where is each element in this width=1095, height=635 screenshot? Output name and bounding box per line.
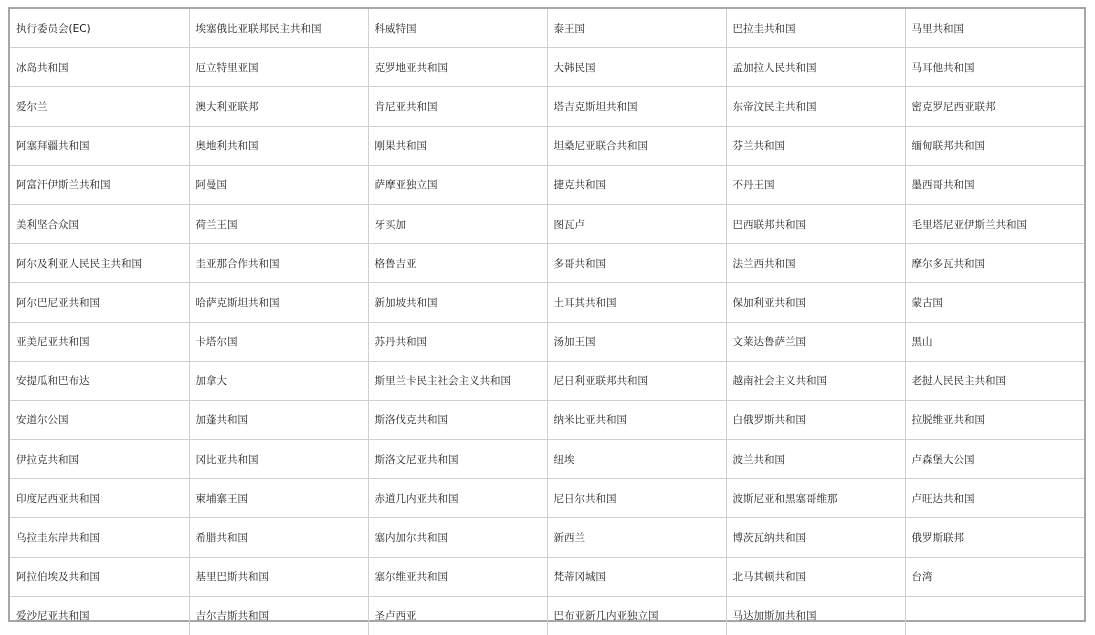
table-cell: 芬兰共和国 xyxy=(726,126,905,165)
table-cell: 新西兰 xyxy=(547,518,726,557)
table-cell: 孟加拉人民共和国 xyxy=(726,48,905,87)
table-cell: 阿尔及利亚人民民主共和国 xyxy=(10,244,189,283)
table-cell: 爱尔兰 xyxy=(10,87,189,126)
table-cell: 拉脱维亚共和国 xyxy=(905,400,1084,439)
table-cell: 法兰西共和国 xyxy=(726,244,905,283)
table-cell: 卢森堡大公国 xyxy=(905,440,1084,479)
table-cell: 安道尔公国 xyxy=(10,400,189,439)
table-row xyxy=(10,283,1084,322)
table-cell: 阿富汗伊斯兰共和国 xyxy=(10,165,189,204)
table-cell: 北马其顿共和国 xyxy=(726,557,905,596)
table-row xyxy=(10,48,1084,87)
table-row xyxy=(10,244,1084,283)
table-cell: 缅甸联邦共和国 xyxy=(905,126,1084,165)
table-cell: 萨摩亚独立国 xyxy=(368,165,547,204)
table-cell: 尼日尔共和国 xyxy=(547,479,726,518)
table-cell: 巴布亚新几内亚独立国 xyxy=(547,596,726,635)
table-cell: 纳米比亚共和国 xyxy=(547,400,726,439)
table-cell: 乌拉圭东岸共和国 xyxy=(10,518,189,557)
table-cell: 科威特国 xyxy=(368,9,547,48)
table-cell: 俄罗斯联邦 xyxy=(905,518,1084,557)
table-row xyxy=(10,440,1084,479)
table-cell: 阿拉伯埃及共和国 xyxy=(10,557,189,596)
table-cell: 塞尔维亚共和国 xyxy=(368,557,547,596)
table-cell: 基里巴斯共和国 xyxy=(189,557,368,596)
table-cell: 圭亚那合作共和国 xyxy=(189,244,368,283)
table-cell: 马里共和国 xyxy=(905,9,1084,48)
table-cell: 博茨瓦纳共和国 xyxy=(726,518,905,557)
table-row xyxy=(10,9,1084,48)
table-cell: 赤道几内亚共和国 xyxy=(368,479,547,518)
table-cell: 伊拉克共和国 xyxy=(10,440,189,479)
table-cell: 波兰共和国 xyxy=(726,440,905,479)
table-cell: 美利坚合众国 xyxy=(10,204,189,243)
table-row xyxy=(10,361,1084,400)
table-cell: 阿塞拜疆共和国 xyxy=(10,126,189,165)
table-cell: 肯尼亚共和国 xyxy=(368,87,547,126)
table-cell: 执行委员会(EC) xyxy=(10,9,189,48)
table-cell: 捷克共和国 xyxy=(547,165,726,204)
table-cell: 哈萨克斯坦共和国 xyxy=(189,283,368,322)
table-cell: 保加利亚共和国 xyxy=(726,283,905,322)
table-cell: 泰王国 xyxy=(547,9,726,48)
table-cell: 马耳他共和国 xyxy=(905,48,1084,87)
table-cell: 坦桑尼亚联合共和国 xyxy=(547,126,726,165)
table-cell: 希腊共和国 xyxy=(189,518,368,557)
table-cell: 荷兰王国 xyxy=(189,204,368,243)
table-cell: 吉尔吉斯共和国 xyxy=(189,596,368,635)
table-cell: 克罗地亚共和国 xyxy=(368,48,547,87)
table-cell: 越南社会主义共和国 xyxy=(726,361,905,400)
table-cell: 老挝人民民主共和国 xyxy=(905,361,1084,400)
table-cell: 柬埔寨王国 xyxy=(189,479,368,518)
table-cell: 巴拉圭共和国 xyxy=(726,9,905,48)
country-table-body xyxy=(10,9,1084,635)
table-cell: 黑山 xyxy=(905,322,1084,361)
table-cell: 加拿大 xyxy=(189,361,368,400)
table-cell: 卢旺达共和国 xyxy=(905,479,1084,518)
table-cell: 澳大利亚联邦 xyxy=(189,87,368,126)
table-cell: 毛里塔尼亚伊斯兰共和国 xyxy=(905,204,1084,243)
table-cell: 卡塔尔国 xyxy=(189,322,368,361)
table-cell xyxy=(905,596,1084,635)
table-row xyxy=(10,400,1084,439)
table-cell: 墨西哥共和国 xyxy=(905,165,1084,204)
table-cell: 文莱达鲁萨兰国 xyxy=(726,322,905,361)
table-cell: 塔吉克斯坦共和国 xyxy=(547,87,726,126)
table-cell: 斯里兰卡民主社会主义共和国 xyxy=(368,361,547,400)
table-cell: 塞内加尔共和国 xyxy=(368,518,547,557)
table-cell: 斯洛文尼亚共和国 xyxy=(368,440,547,479)
table-cell: 冈比亚共和国 xyxy=(189,440,368,479)
table-row xyxy=(10,87,1084,126)
table-row xyxy=(10,126,1084,165)
table-cell: 印度尼西亚共和国 xyxy=(10,479,189,518)
table-cell: 圣卢西亚 xyxy=(368,596,547,635)
table-cell: 奥地利共和国 xyxy=(189,126,368,165)
table-cell: 新加坡共和国 xyxy=(368,283,547,322)
table-cell: 纽埃 xyxy=(547,440,726,479)
country-table xyxy=(10,9,1084,635)
table-cell: 东帝汶民主共和国 xyxy=(726,87,905,126)
table-cell: 密克罗尼西亚联邦 xyxy=(905,87,1084,126)
table-cell: 摩尔多瓦共和国 xyxy=(905,244,1084,283)
table-cell: 加蓬共和国 xyxy=(189,400,368,439)
table-cell: 冰岛共和国 xyxy=(10,48,189,87)
table-cell: 多哥共和国 xyxy=(547,244,726,283)
table-cell: 牙买加 xyxy=(368,204,547,243)
table-cell: 厄立特里亚国 xyxy=(189,48,368,87)
table-cell: 马达加斯加共和国 xyxy=(726,596,905,635)
table-row xyxy=(10,596,1084,635)
table-cell: 土耳其共和国 xyxy=(547,283,726,322)
table-cell: 巴西联邦共和国 xyxy=(726,204,905,243)
table-cell: 图瓦卢 xyxy=(547,204,726,243)
country-grid xyxy=(8,7,1086,622)
table-cell: 爱沙尼亚共和国 xyxy=(10,596,189,635)
table-row xyxy=(10,165,1084,204)
table-cell: 安提瓜和巴布达 xyxy=(10,361,189,400)
table-row xyxy=(10,518,1084,557)
table-cell: 阿曼国 xyxy=(189,165,368,204)
table-cell: 尼日利亚联邦共和国 xyxy=(547,361,726,400)
table-row xyxy=(10,322,1084,361)
table-cell: 台湾 xyxy=(905,557,1084,596)
table-cell: 格鲁吉亚 xyxy=(368,244,547,283)
table-cell: 梵蒂冈城国 xyxy=(547,557,726,596)
table-cell: 亚美尼亚共和国 xyxy=(10,322,189,361)
table-row xyxy=(10,204,1084,243)
table-cell: 白俄罗斯共和国 xyxy=(726,400,905,439)
table-cell: 刚果共和国 xyxy=(368,126,547,165)
table-row xyxy=(10,479,1084,518)
table-cell: 波斯尼亚和黑塞哥维那 xyxy=(726,479,905,518)
table-cell: 苏丹共和国 xyxy=(368,322,547,361)
table-cell: 阿尔巴尼亚共和国 xyxy=(10,283,189,322)
table-cell: 埃塞俄比亚联邦民主共和国 xyxy=(189,9,368,48)
table-cell: 蒙古国 xyxy=(905,283,1084,322)
table-cell: 大韩民国 xyxy=(547,48,726,87)
table-cell: 不丹王国 xyxy=(726,165,905,204)
table-cell: 汤加王国 xyxy=(547,322,726,361)
table-cell: 斯洛伐克共和国 xyxy=(368,400,547,439)
table-row xyxy=(10,557,1084,596)
